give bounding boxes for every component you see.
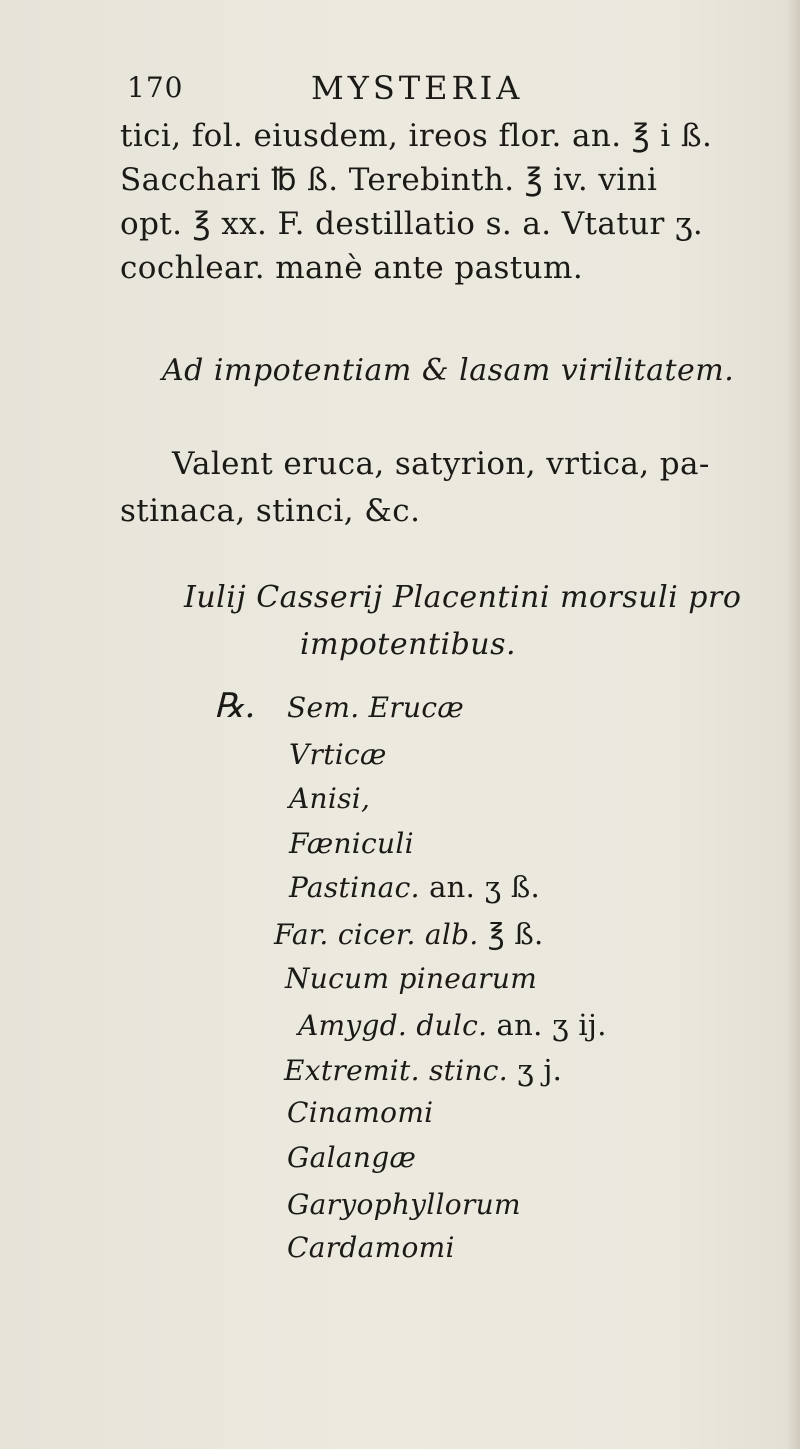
body-line: opt. ℥ xx. F. destillatio s. a. Vtatur ʒ. — [120, 206, 704, 242]
ingredient-item — [285, 963, 537, 995]
ingredient-quantity: an. ʒ ij. — [496, 1008, 607, 1042]
ingredient-item — [289, 783, 370, 815]
running-title: MYSTERIA — [311, 69, 524, 107]
recipe-symbol: ℞. — [214, 686, 256, 726]
ingredient-name: Sem. Erucæ — [287, 691, 464, 724]
body-line: cochlear. manè ante pastum. — [120, 250, 584, 286]
paragraph-line: Valent eruca, satyrion, vrtica, pa- — [172, 446, 710, 482]
ingredient-name: Extremit. stinc. — [284, 1054, 508, 1087]
ingredient-name: Far. cicer. alb. — [274, 918, 479, 951]
ingredient-name: Fæniculi — [289, 827, 414, 860]
recipe-title-line: Iulij Casserij Placentini morsuli pro — [184, 580, 742, 615]
ingredient-item — [289, 739, 387, 771]
body-line: Sacchari ℔ ß. Terebinth. ℥ iv. vini — [120, 162, 658, 198]
recipe-title-line: impotentibus. — [300, 627, 517, 662]
ingredient-name: Cinamomi — [287, 1096, 434, 1129]
ingredient-name: Anisi, — [289, 782, 371, 815]
page-number: 170 — [127, 71, 184, 104]
ingredient-quantity: ℥ ß. — [487, 917, 544, 951]
ingredient-item — [298, 1009, 607, 1042]
ingredient-name: Pastinac. — [289, 871, 420, 904]
page-edge-shadow — [786, 0, 800, 1449]
ingredient-quantity: an. ʒ ß. — [429, 870, 541, 904]
ingredient-item — [287, 1142, 416, 1174]
paragraph-line: stinaca, stinci, &c. — [120, 493, 421, 529]
ingredient-name: Amygd. dulc. — [298, 1009, 488, 1042]
ingredient-item — [284, 1054, 562, 1087]
ingredient-item — [287, 1189, 521, 1221]
ingredient-item — [274, 918, 544, 951]
ingredient-name: Nucum pinearum — [285, 962, 538, 995]
ingredient-name: Galangæ — [287, 1141, 417, 1174]
ingredient-name: Vrticæ — [289, 738, 387, 771]
ingredient-item — [289, 871, 540, 904]
ingredient-item — [287, 1097, 433, 1129]
ingredient-item — [287, 1232, 455, 1264]
body-line: tici, fol. eiusdem, ireos flor. an. ℥ i ß. — [120, 118, 713, 154]
section-heading: Ad impotentiam & lasam virilitatem. — [162, 353, 735, 388]
ingredient-item — [287, 692, 464, 724]
ingredient-name: Garyophyllorum — [287, 1188, 521, 1221]
ingredient-item — [289, 828, 414, 860]
ingredient-name: Cardamomi — [287, 1231, 455, 1264]
ingredient-quantity: ʒ j. — [517, 1053, 563, 1087]
